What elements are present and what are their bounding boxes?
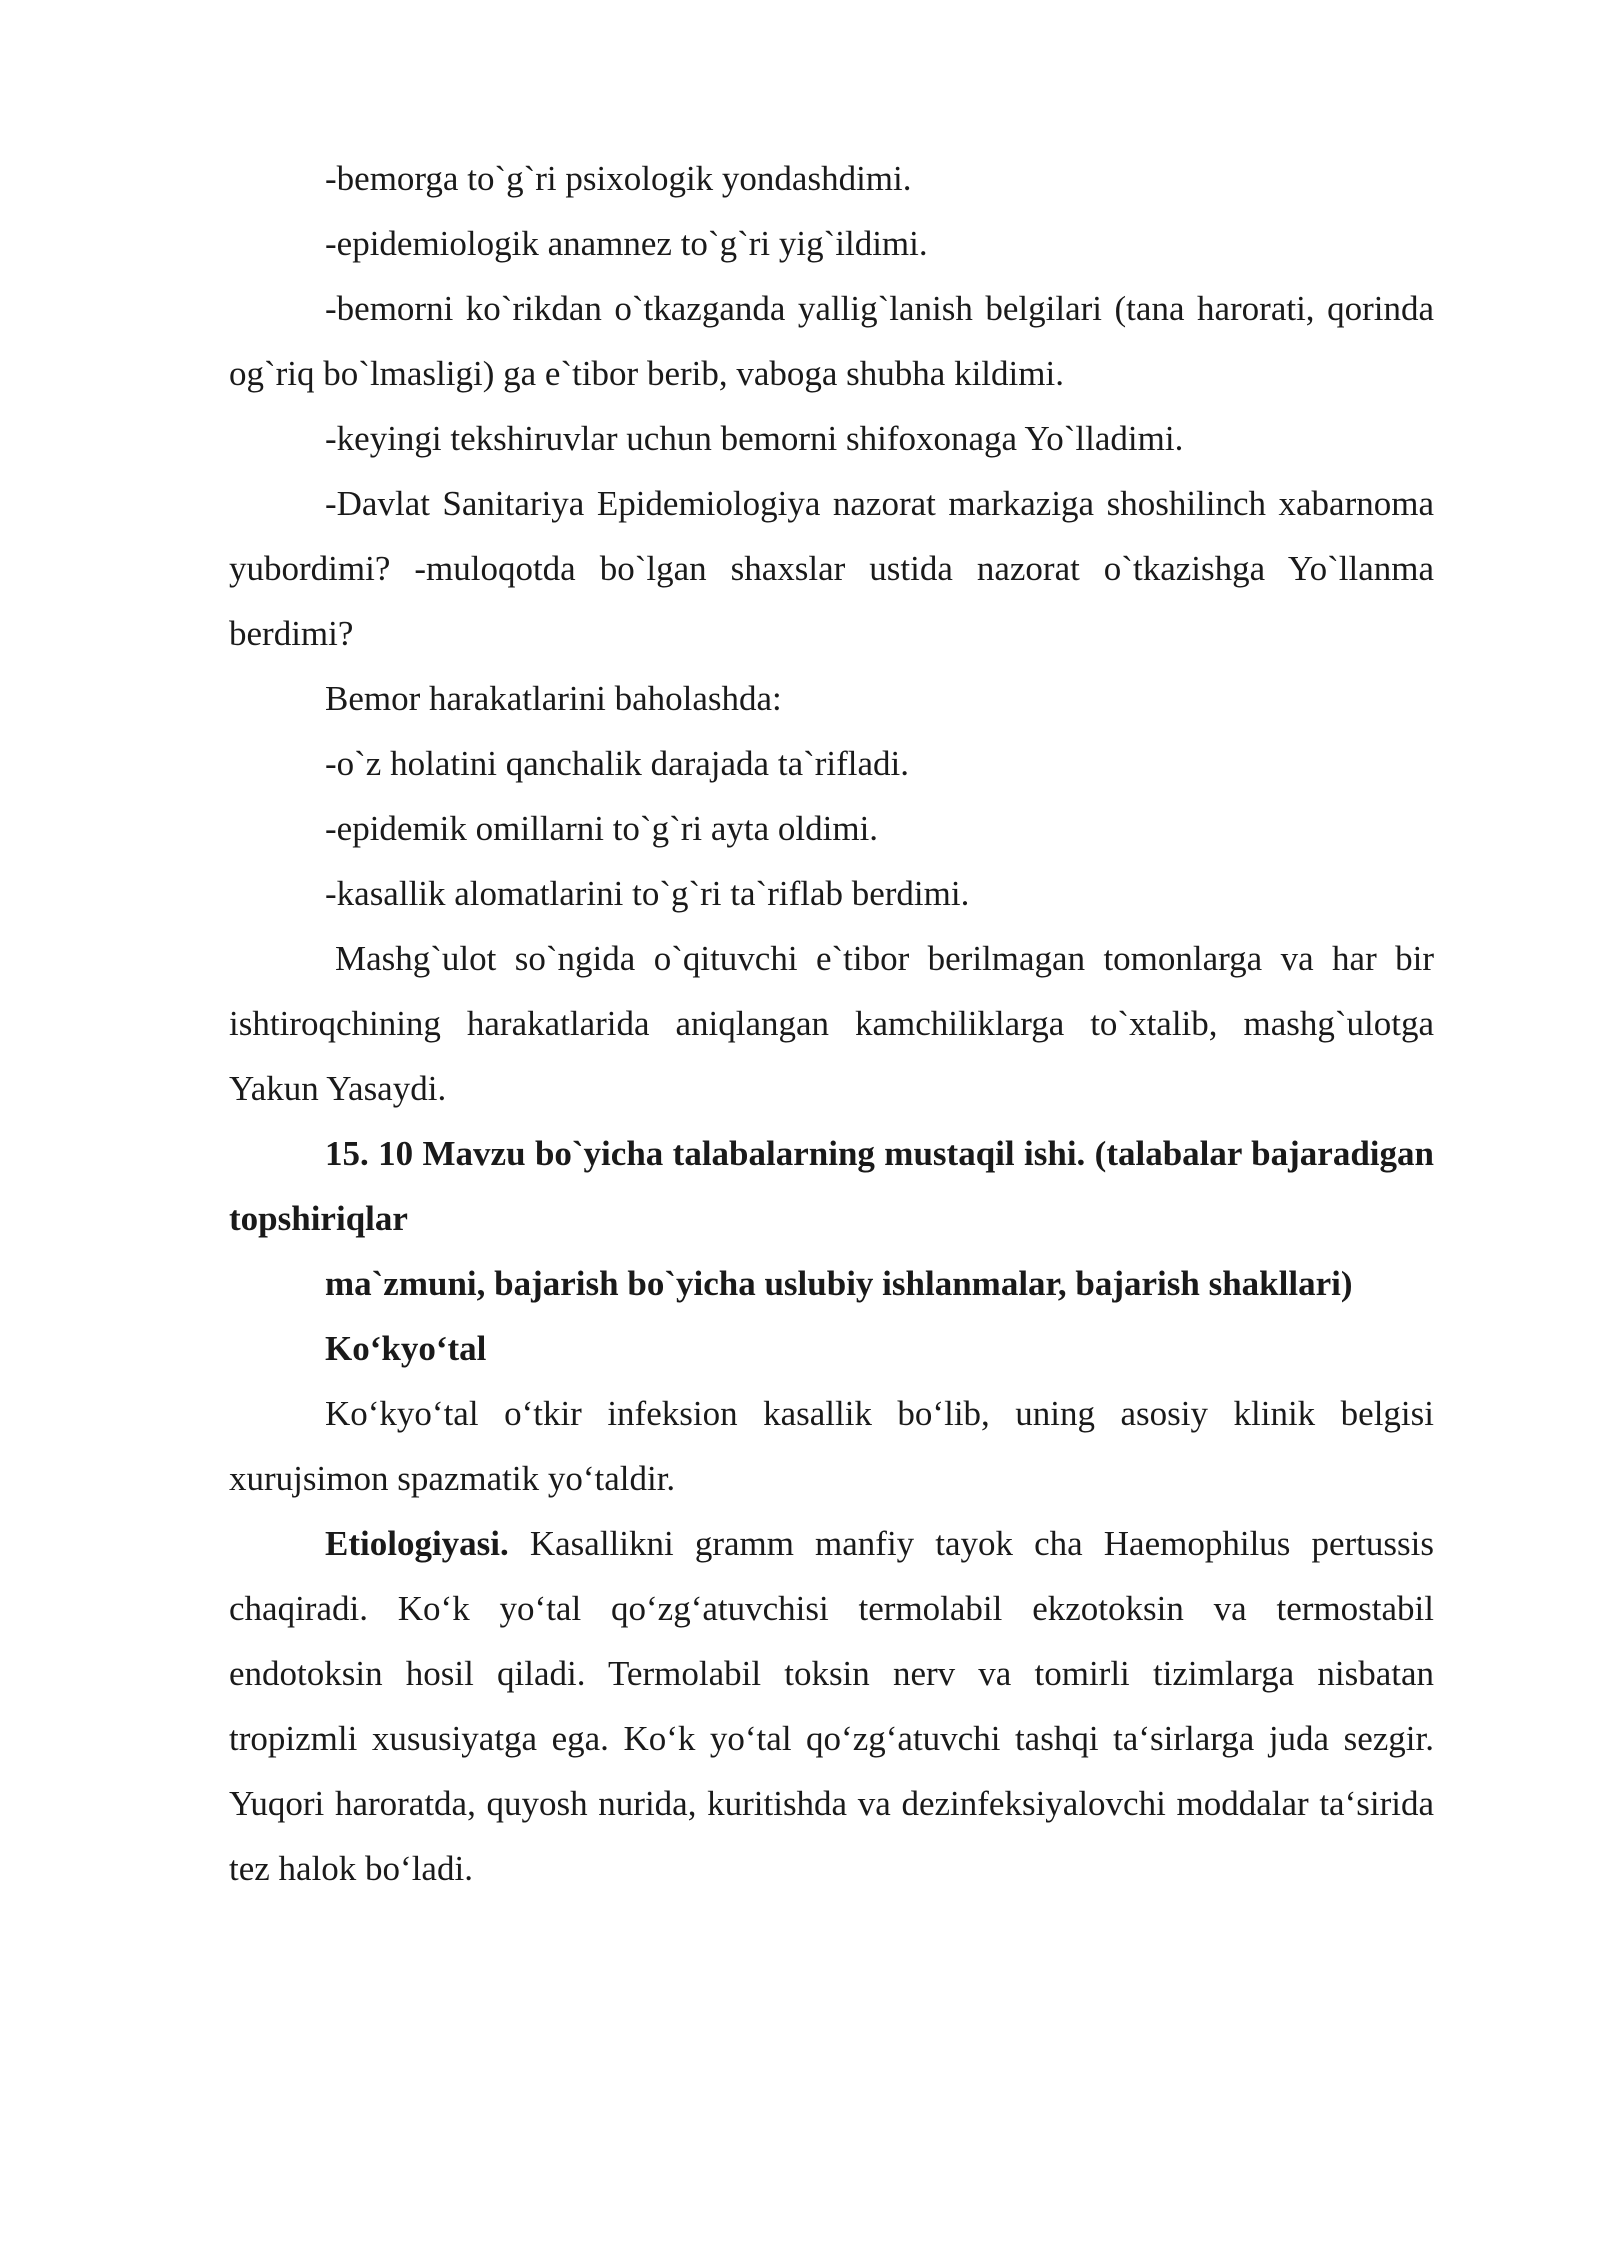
paragraph-epidemic-factors: -epidemik omillarni to`g`ri ayta oldimi.	[325, 809, 879, 848]
section-title-pertussis: Ko‘kyo‘tal	[325, 1329, 487, 1368]
paragraph-etiology	[229, 1511, 1434, 1901]
paragraph-notification: -Davlat Sanitariya Epidemiologiya nazorat markaziga shoshilinch xabarnoma yubordimi? -muloqotda bo`lgan shaxslar ustida nazorat o`tkazishga Yo`llanma berdimi?	[229, 484, 1434, 653]
paragraph-referral: -keyingi tekshiruvlar uchun bemorni shifoxonaga Yo`lladimi.	[325, 419, 1184, 458]
paragraph-epidemiological-anamnesis: -epidemiologik anamnez to`g`ri yig`ildimi.	[325, 224, 928, 263]
paragraph-symptoms: -kasallik alomatlarini to`g`ri ta`riflab berdimi.	[325, 874, 970, 913]
etiology-label: Etiologiyasi.	[325, 1524, 509, 1563]
paragraph-examination: -bemorni ko`rikdan o`tkazganda yallig`lanish belgilari (tana harorati, qorinda og`riq bo`lmasligi) ga e`tibor berib, vaboga shubha kildimi.	[229, 289, 1434, 393]
section-heading-independent-work: 15. 10 Mavzu bo`yicha talabalarning mustaqil ishi. (talabalar bajaradigan topshiriqlar	[229, 1134, 1434, 1238]
section-heading-continuation: ma`zmuni, bajarish bo`yicha uslubiy ishlanmalar, bajarish shakllari)	[325, 1264, 1353, 1303]
paragraph-definition: Ko‘kyo‘tal o‘tkir infeksion kasallik bo‘lib, uning asosiy klinik belgisi xurujsimon spazmatik yo‘taldir.	[229, 1394, 1434, 1498]
document-body	[229, 146, 1434, 1901]
etiology-text: Kasallikni gramm manfiy tayok cha Haemophilus pertussis chaqiradi. Ko‘k yo‘tal qo‘zg‘atuvchisi termolabil ekzotoksin va termostabil endotoksin hosil qiladi. Termolabil toksin nerv va tomirli tizimlarga nisbatan tropizmli xususiyatga ega. Ko‘k yo‘tal qo‘zg‘atuvchi tashqi ta‘sirlarga juda sezgir. Yuqori haroratda, quyosh nurida, kuritishda va dezinfeksiyalovchi moddalar ta‘sirida tez halok bo‘ladi.	[229, 1524, 1434, 1888]
paragraph-lesson-conclusion: Mashg`ulot so`ngida o`qituvchi e`tibor berilmagan tomonlarga va har bir ishtiroqchining harakatlarida aniqlangan kamchiliklarga to`xtalib, mashg`ulotga Yakun Yasaydi.	[229, 939, 1434, 1108]
paragraph-psychological-approach: -bemorga to`g`ri psixologik yondashdimi.	[325, 159, 912, 198]
paragraph-self-description: -o`z holatini qanchalik darajada ta`rifladi.	[325, 744, 910, 783]
paragraph-patient-actions-heading: Bemor harakatlarini baholashda:	[325, 679, 782, 718]
